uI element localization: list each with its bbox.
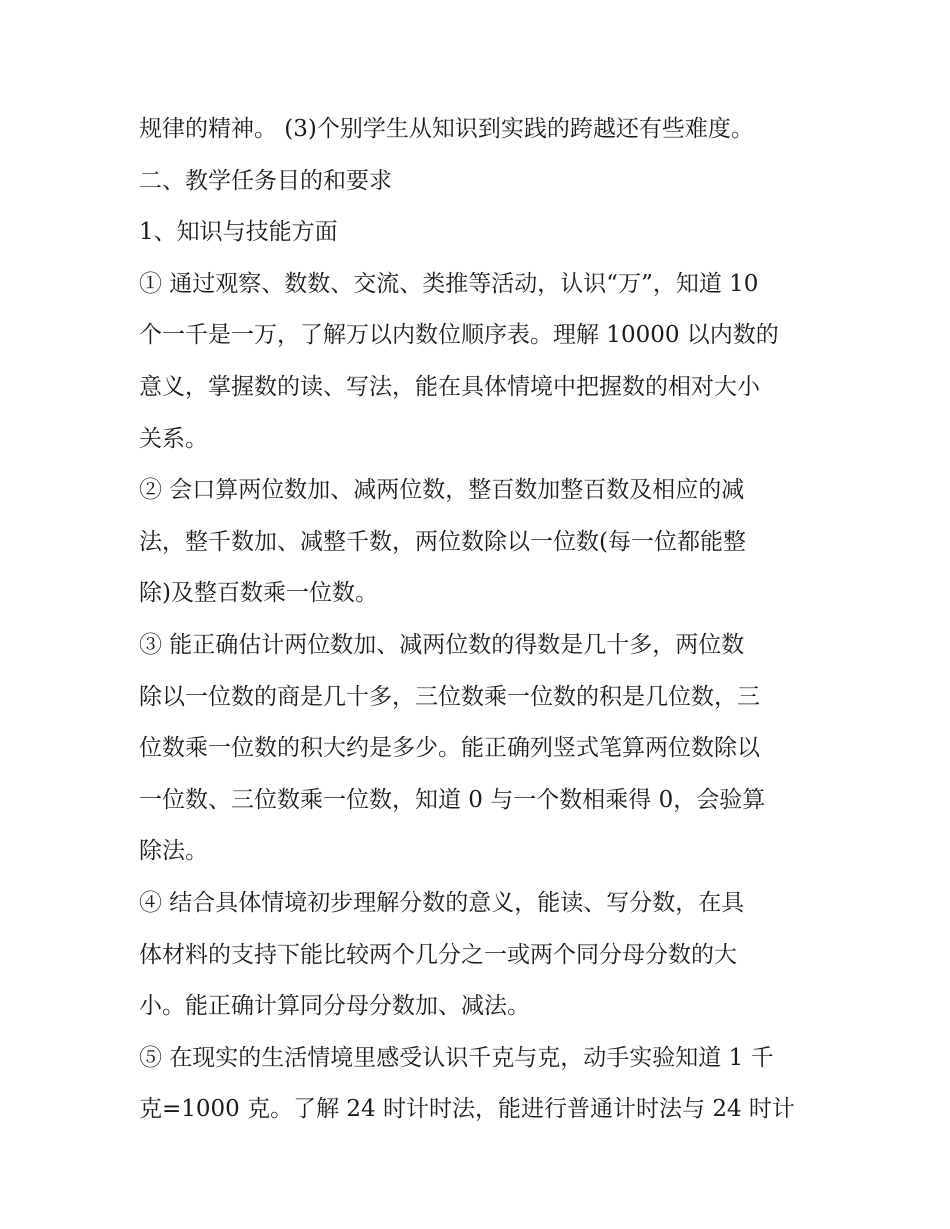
text-line: ④ 结合具体情境初步理解分数的意义，能读、写分数，在具 <box>139 889 745 916</box>
text-line: 小。能正确计算同分母分数加、减法。 <box>139 993 530 1020</box>
section-heading: 二、教学任务目的和要求 <box>139 167 392 194</box>
subsection-heading: 1、知识与技能方面 <box>139 219 338 246</box>
text-line: 克=1000 克。了解 24 时计时法，能进行普通计时法与 24 时计 <box>139 1096 795 1123</box>
text-line: 除以一位数的商是几十多，三位数乘一位数的积是几位数，三 <box>139 683 760 710</box>
text-line: 体材料的支持下能比较两个几分之一或两个同分母分数的大 <box>139 941 737 968</box>
text-line: 关系。 <box>139 425 208 452</box>
text-line: ③ 能正确估计两位数加、减两位数的得数是几十多，两位数 <box>139 631 745 658</box>
text-line: 个一千是一万，了解万以内数位顺序表。理解 10000 以内数的 <box>139 322 779 349</box>
document-body <box>139 104 819 1136</box>
text-line: 一位数、三位数乘一位数，知道 0 与一个数相乘得 0，会验算 <box>139 786 766 813</box>
text-line: 意义，掌握数的读、写法，能在具体情境中把握数的相对大小 <box>139 373 760 400</box>
text-line: 除)及整百数乘一位数。 <box>139 580 378 607</box>
text-line: 除法。 <box>139 838 208 865</box>
text-line: ① 通过观察、数数、交流、类推等活动，认识“万”，知道 10 <box>139 270 759 297</box>
text-line: ⑤ 在现实的生活情境里感受认识千克与克，动手实验知道 1 千 <box>139 1044 774 1071</box>
text-line: 法，整千数加、减整千数，两位数除以一位数(每一位都能整 <box>139 528 746 555</box>
text-line: 位数乘一位数的积大约是多少。能正确列竖式笔算两位数除以 <box>139 735 760 762</box>
text-line: ② 会口算两位数加、减两位数，整百数加整百数及相应的减 <box>139 477 745 504</box>
text-line: 规律的精神。 (3)个别学生从知识到实践的跨越还有些难度。 <box>139 116 754 142</box>
